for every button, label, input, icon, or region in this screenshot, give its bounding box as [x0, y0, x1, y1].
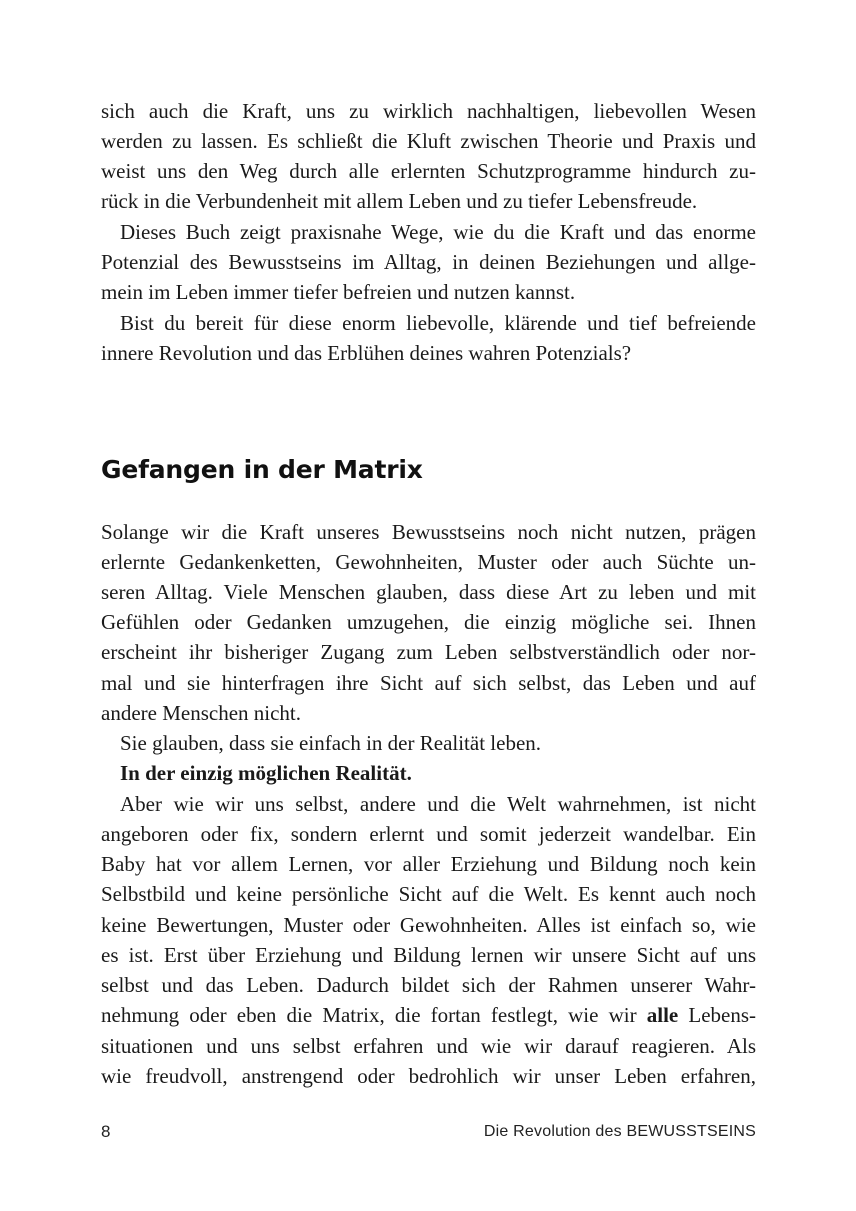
- text-line: Bist du bereit für diese enorm liebevolle, klärende und tief befreiende: [120, 311, 756, 335]
- text-line: wie freudvoll, anstrengend oder bedrohlich wir unser Leben erfahren,: [101, 1064, 756, 1088]
- text-line: Solange wir die Kraft unseres Bewusstseins noch nicht nutzen, prägen: [101, 520, 756, 544]
- text-line: werden zu lassen. Es schließt die Kluft zwischen Theorie und Praxis und: [101, 129, 756, 153]
- text-line: rück in die Verbundenheit mit allem Leben und zu tiefer Lebensfreude.: [101, 189, 698, 213]
- text-line: mein im Leben immer tiefer befreien und nutzen kannst.: [101, 280, 576, 304]
- text-line: Aber wie wir uns selbst, andere und die Welt wahrnehmen, ist nicht: [120, 792, 756, 816]
- text-line: sich auch die Kraft, uns zu wirklich nachhaltigen, liebevollen Wesen: [101, 99, 756, 123]
- text-line: erlernte Gedankenketten, Gewohnheiten, Muster oder auch Süchte un-: [101, 550, 756, 574]
- text-line: Sie glauben, dass sie einfach in der Realität leben.: [120, 731, 542, 755]
- text-line: angeboren oder fix, sondern erlernt und somit jederzeit wandelbar. Ein: [101, 822, 756, 846]
- text-line: weist uns den Weg durch alle erlernten Schutzprogramme hindurch zu-: [101, 159, 756, 183]
- text-line: Gefühlen oder Gedanken umzugehen, die einzig mögliche sei. Ihnen: [101, 610, 756, 634]
- text-line: mal und sie hinterfragen ihre Sicht auf sich selbst, das Leben und auf: [101, 671, 756, 695]
- text-line: innere Revolution und das Erblühen deines wahren Potenzials?: [101, 341, 632, 365]
- text-line: Baby hat vor allem Lernen, vor aller Erziehung und Bildung noch kein: [101, 852, 756, 876]
- text-line: andere Menschen nicht.: [101, 701, 302, 725]
- bold-text: In der einzig möglichen Realität.: [120, 761, 412, 785]
- text-line: situationen und uns selbst erfahren und wie wir darauf reagieren. Als: [101, 1034, 756, 1058]
- text-line: erscheint ihr bisheriger Zugang zum Leben selbstverständlich oder nor-: [101, 640, 756, 664]
- text-line: keine Bewertungen, Muster oder Gewohnheiten. Alles ist einfach so, wie: [101, 913, 756, 937]
- text-segment: Lebens-: [688, 1003, 757, 1027]
- text-line: Selbstbild und keine persönliche Sicht auf die Welt. Es kennt auch noch: [101, 882, 756, 906]
- text-line: [101, 1000, 756, 1030]
- emphasis-line: [120, 758, 756, 788]
- page-number: 8: [101, 1122, 111, 1141]
- section-heading: Gefangen in der Matrix: [101, 455, 423, 484]
- text-line: es ist. Erst über Erziehung und Bildung lernen wir unsere Sicht auf uns: [101, 943, 756, 967]
- bold-text: alle: [646, 1003, 679, 1027]
- text-line: selbst und das Leben. Dadurch bildet sich der Rahmen unserer Wahr-: [101, 973, 756, 997]
- text-segment: nehmung oder eben die Matrix, die fortan festlegt, wie wir: [101, 1003, 637, 1027]
- text-line: Dieses Buch zeigt praxisnahe Wege, wie du die Kraft und das enorme: [120, 220, 756, 244]
- text-line: seren Alltag. Viele Menschen glauben, dass diese Art zu leben und mit: [101, 580, 756, 604]
- running-title: Die Revolution des BEWUSSTSEINS: [483, 1123, 756, 1140]
- text-line: Potenzial des Bewusstseins im Alltag, in deinen Beziehungen und allge-: [101, 250, 756, 274]
